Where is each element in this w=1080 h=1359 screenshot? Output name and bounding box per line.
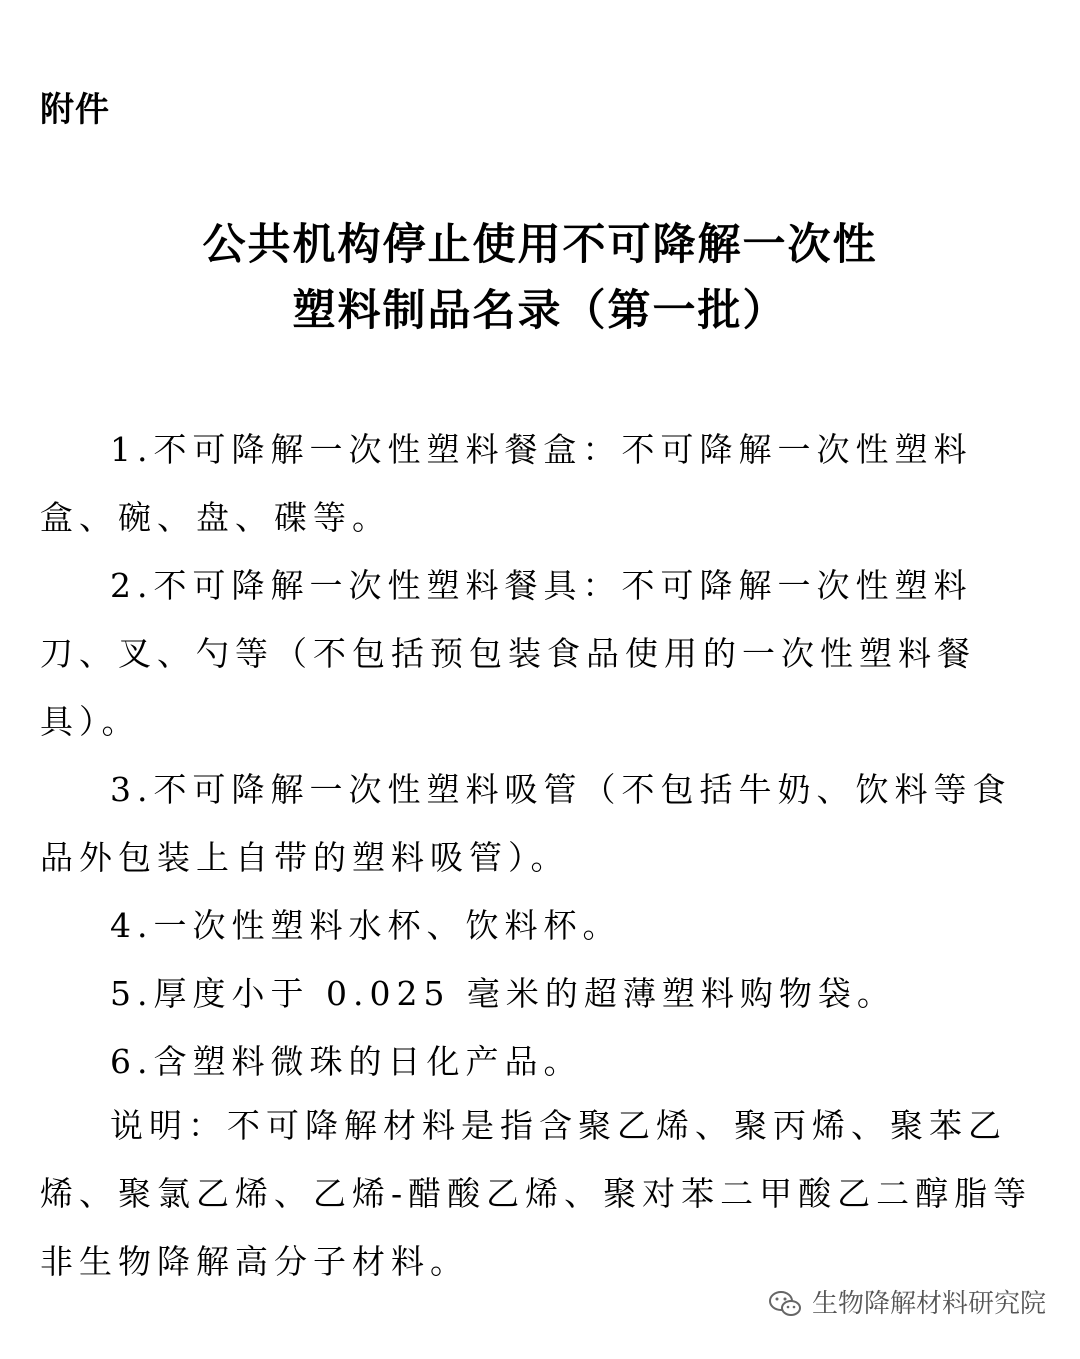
list-item-2: 2.不可降解一次性塑料餐具：不可降解一次性塑料刀、叉、勺等（不包括预包装食品使用的一次性塑料餐具）。: [40, 566, 976, 741]
list-item-4: 4.一次性塑料水杯、饮料杯。: [110, 906, 622, 945]
attachment-label: 附件: [40, 90, 110, 130]
note-text: 说明：不可降解材料是指含聚乙烯、聚丙烯、聚苯乙烯、聚氯乙烯、乙烯-醋酸乙烯、聚对苯二甲酸乙二醇脂等非生物降解高分子材料。: [40, 1106, 1033, 1281]
wechat-icon: [768, 1289, 802, 1319]
list-item-3: 3.不可降解一次性塑料吸管（不包括牛奶、饮料等食品外包装上自带的塑料吸管）。: [40, 770, 1012, 877]
item-list: [40, 416, 1040, 1096]
list-item-5: 5.厚度小于 0.025 毫米的超薄塑料购物袋。: [110, 974, 896, 1013]
title-line-1: 公共机构停止使用不可降解一次性: [202, 220, 878, 270]
list-item-6: 6.含塑料微珠的日化产品。: [110, 1042, 583, 1081]
document-title: [0, 212, 1080, 344]
title-line-2: 塑料制品名录（第一批）: [292, 286, 788, 336]
watermark-text: 生物降解材料研究院: [811, 1289, 1046, 1319]
watermark: [768, 1284, 1046, 1324]
list-item-1: 1.不可降解一次性塑料餐盒：不可降解一次性塑料盒、碗、盘、碟等。: [40, 430, 973, 537]
note-section: [40, 1092, 1040, 1296]
